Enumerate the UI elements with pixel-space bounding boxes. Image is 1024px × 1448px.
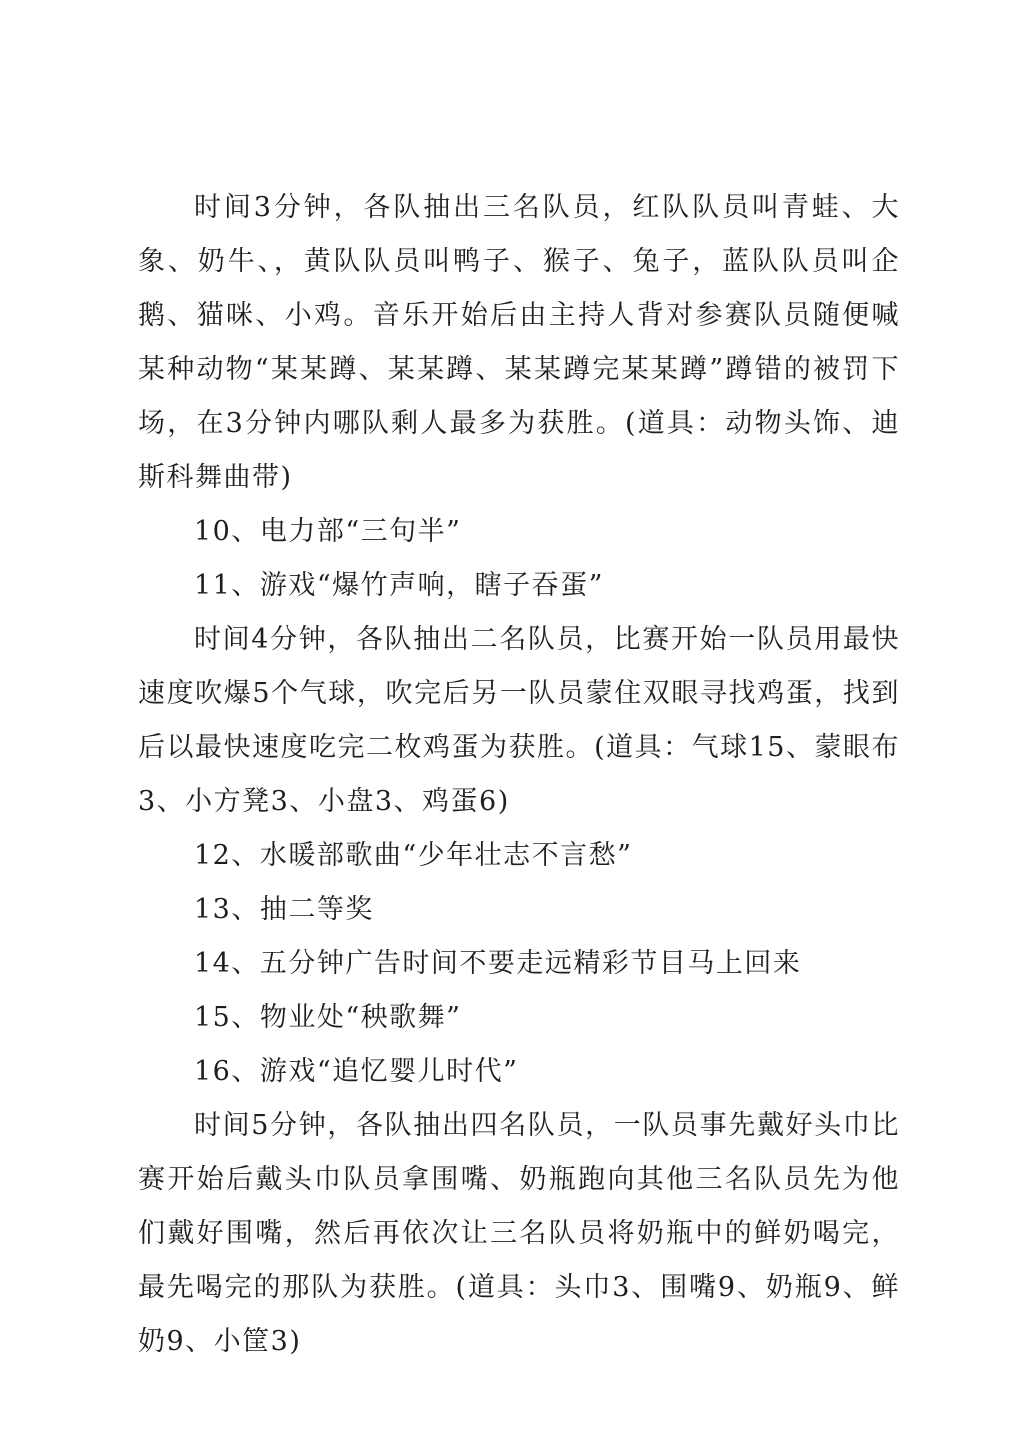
program-item-13: 13、抽二等奖 xyxy=(194,894,374,925)
program-item-15: 15、物业处“秧歌舞” xyxy=(194,1002,462,1033)
program-item-10: 10、电力部“三句半” xyxy=(194,516,462,547)
program-item-16: 16、游戏“追忆婴儿时代” xyxy=(194,1056,519,1087)
program-item-12: 12、水暖部歌曲“少年壮志不言愁” xyxy=(194,840,633,871)
program-item-11: 11、游戏“爆竹声响，瞎子吞蛋” xyxy=(194,570,604,601)
paragraph-squat-game-rules: 时间3分钟，各队抽出三名队员，红队队员叫青蛙、大象、奶牛、，黄队队员叫鸭子、猴子、兔子，蓝队队员叫企鹅、猫咪、小鸡。音乐开始后由主持人背对参赛队员随便喊某种动物“某某蹲、某某蹲、某某蹲完某某蹲”蹲错的被罚下场，在3分钟内哪队剩人最多为获胜。(道具：动物头饰、迪斯科舞曲带) xyxy=(138,192,900,493)
paragraph-baby-era-game-rules: 时间5分钟，各队抽出四名队员，一队员事先戴好头巾比赛开始后戴头巾队员拿围嘴、奶瓶跑向其他三名队员先为他们戴好围嘴，然后再依次让三名队员将奶瓶中的鲜奶喝完，最先喝完的那队为获胜。(道具：头巾3、围嘴9、奶瓶9、鲜奶9、小筐3) xyxy=(138,1110,900,1357)
paragraph-balloon-egg-game-rules: 时间4分钟，各队抽出二名队员，比赛开始一队员用最快速度吹爆5个气球，吹完后另一队员蒙住双眼寻找鸡蛋，找到后以最快速度吃完二枚鸡蛋为获胜。(道具：气球15、蒙眼布3、小方凳3、小盘3、鸡蛋6) xyxy=(138,624,900,817)
program-item-14: 14、五分钟广告时间不要走远精彩节目马上回来 xyxy=(194,948,802,979)
document-body xyxy=(138,181,900,1369)
